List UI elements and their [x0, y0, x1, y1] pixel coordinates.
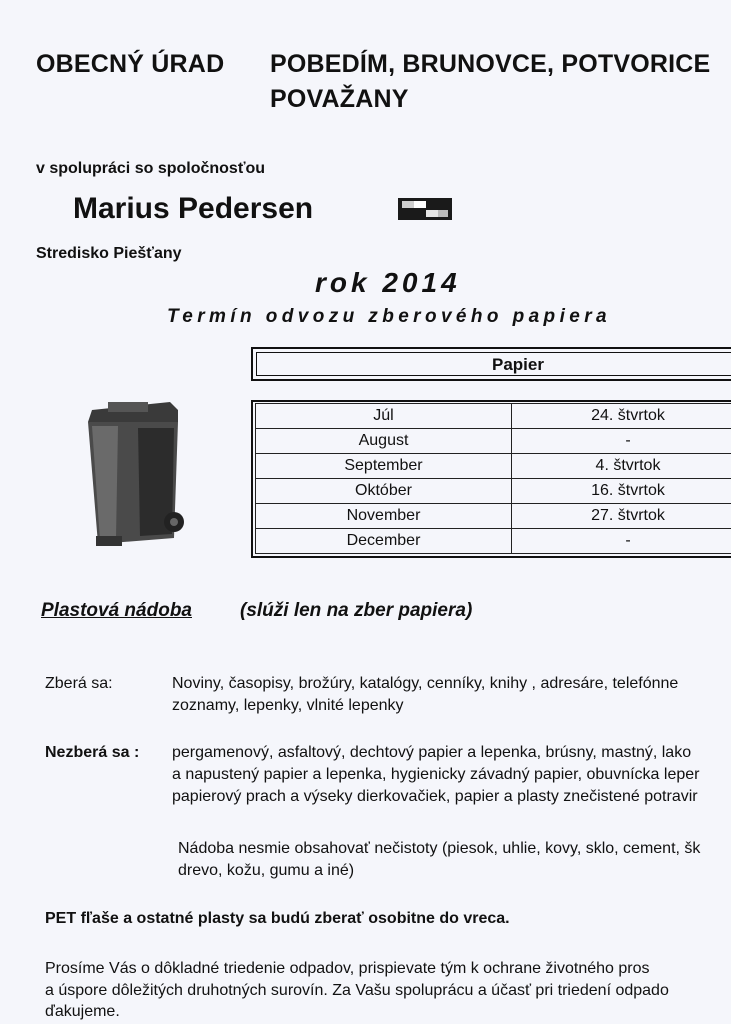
month-cell: December: [256, 529, 512, 554]
table-row: [256, 454, 731, 479]
closing-line-1: Prosíme Vás o dôkladné triedenie odpadov, prispievate tým k ochrane životného pros: [45, 960, 650, 977]
schedule-table: [255, 403, 731, 554]
not-collected-line-3: papierový prach a výseky dierkovačiek, papier a plasty znečistené potravir: [172, 788, 698, 805]
table-row: [256, 504, 731, 529]
container-note: (slúži len na zber papiera): [240, 600, 473, 621]
villages-line-1: POBEDÍM, BRUNOVCE, POTVORICE: [270, 50, 711, 78]
collected-line-1: Noviny, časopisy, brožúry, katalógy, cenníky, knihy , adresáre, telefónne: [172, 675, 679, 692]
closing-line-2: a úspore dôležitých druhotných surovín. Za Vašu spoluprácu a účasť pri triedení odpado: [45, 982, 669, 999]
impurities-line-2: drevo, kožu, gumu a iné): [178, 862, 355, 879]
closing-line-3: ďakujeme.: [45, 1003, 120, 1020]
table-row: [256, 529, 731, 554]
office-title: OBECNÝ ÚRAD: [36, 50, 225, 78]
pet-note: PET fľaše a ostatné plasty sa budú zberať osobitne do vreca.: [45, 910, 510, 927]
date-cell: -: [512, 529, 731, 554]
impurities-line-1: Nádoba nesmie obsahovať nečistoty (piesok, uhlie, kovy, sklo, cement, šk: [178, 840, 701, 857]
collected-line-2: zoznamy, lepenky, vlnité lepenky: [172, 697, 404, 714]
schedule-subtitle: Termín odvozu zberového papiera: [167, 306, 611, 327]
table-row: [256, 429, 731, 454]
cooperation-intro: v spolupráci so spoločnosťou: [36, 160, 266, 177]
collected-label: Zberá sa:: [45, 675, 113, 692]
company-name: Marius Pedersen: [73, 192, 314, 225]
table-row: [256, 404, 731, 429]
marius-pedersen-logo-icon: [398, 198, 452, 220]
table-row: [256, 479, 731, 504]
villages-line-2: POVAŽANY: [270, 85, 409, 113]
schedule-header: Papier: [492, 355, 544, 374]
month-cell: September: [256, 454, 512, 479]
not-collected-line-2: a napustený papier a lepenka, hygienicky závadný papier, obuvnícka leper: [172, 766, 700, 783]
not-collected-line-1: pergamenový, asfaltový, dechtový papier a lepenka, brúsny, mastný, lako: [172, 744, 692, 761]
date-cell: 27. štvrtok: [512, 504, 731, 529]
date-cell: -: [512, 429, 731, 454]
date-cell: 24. štvrtok: [512, 404, 731, 429]
waste-bin-icon: [78, 398, 186, 552]
month-cell: Júl: [256, 404, 512, 429]
not-collected-label: Nezberá sa :: [45, 744, 140, 761]
container-title: Plastová nádoba: [41, 600, 192, 621]
date-cell: 16. štvrtok: [512, 479, 731, 504]
schedule-header-box: [251, 347, 731, 381]
month-cell: August: [256, 429, 512, 454]
year-title: rok 2014: [315, 267, 461, 298]
month-cell: November: [256, 504, 512, 529]
branch-name: Stredisko Piešťany: [36, 245, 182, 262]
date-cell: 4. štvrtok: [512, 454, 731, 479]
month-cell: Október: [256, 479, 512, 504]
